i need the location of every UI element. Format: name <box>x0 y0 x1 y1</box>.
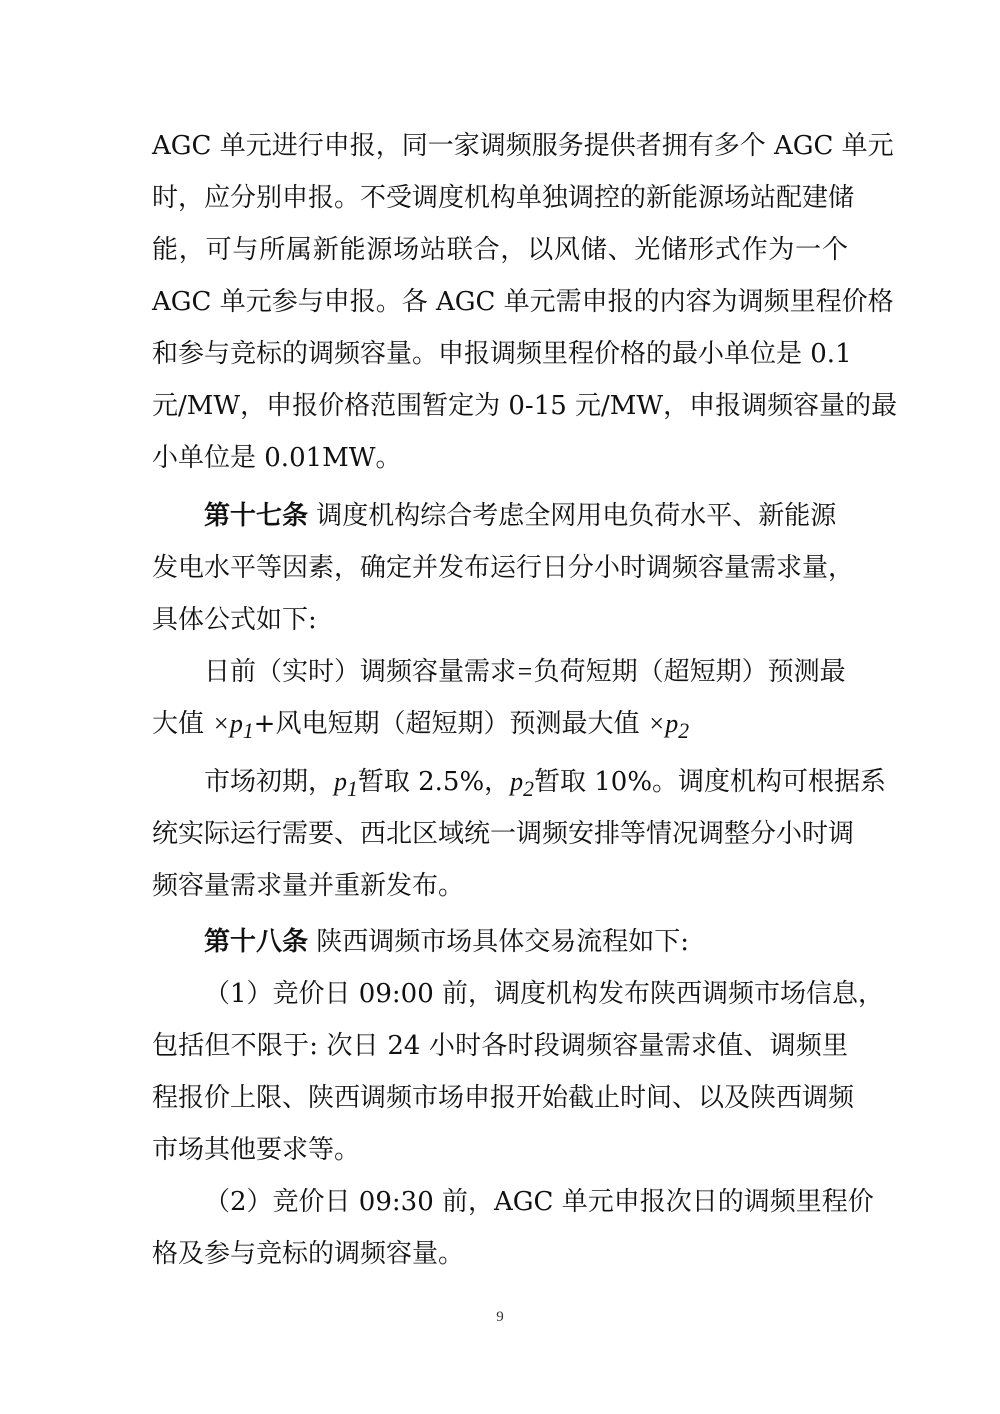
paragraph-line: 能，可与所属新能源场站联合，以风储、光储形式作为一个 <box>152 235 848 265</box>
step-1-line-4: 市场其他要求等。 <box>152 1135 361 1165</box>
p2-subscript: 2 <box>678 719 690 744</box>
formula-line-2 <box>152 704 848 744</box>
article-18-heading: 第十八条 <box>204 927 309 957</box>
page-number: 9 <box>496 1309 504 1325</box>
market-text: 暂取 10%。调度机构可根据系 <box>534 767 887 797</box>
paragraph-line: 时，应分别申报。不受调度机构单独调控的新能源场站配建储 <box>152 183 855 213</box>
p1-symbol: p <box>334 767 348 796</box>
formula-line-1 <box>204 652 848 692</box>
p2-subscript: 2 <box>523 777 534 802</box>
formula-text: +风电短期（超短期）预测最大值 <box>253 709 640 739</box>
step-2-line-1: （2）竞价日 09:30 前，AGC 单元申报次日的调频里程价 <box>204 1187 874 1217</box>
equals-sign: = <box>516 657 534 686</box>
article-17-text: 调度机构综合考虑全网用电负荷水平、新能源 <box>316 501 837 531</box>
market-text: 市场初期， <box>204 767 335 797</box>
times-sign: × <box>647 709 666 738</box>
paragraph-line: AGC 单元参与申报。各 AGC 单元需申报的内容为调频里程价格 <box>152 287 894 317</box>
market-initial-line-3: 频容量需求量并重新发布。 <box>152 871 465 901</box>
step-1-line-2: 包括但不限于: 次日 24 小时各时段调频容量需求值、调频里 <box>152 1031 848 1061</box>
step-1-line-1: （1）竞价日 09:00 前，调度机构发布陕西调频市场信息， <box>204 979 884 1009</box>
p1-subscript: 1 <box>242 719 254 744</box>
article-18-text: 陕西调频市场具体交易流程如下: <box>316 927 690 957</box>
p2-symbol: p <box>510 767 524 796</box>
article-17-line-1 <box>204 496 848 536</box>
article-18-line <box>204 922 848 962</box>
step-2-line-2: 格及参与竞标的调频容量。 <box>152 1239 465 1269</box>
paragraph-line: 小单位是 0.01MW。 <box>152 443 402 473</box>
paragraph-line: 和参与竞标的调频容量。申报调频里程价格的最小单位是 0.1 <box>152 339 852 369</box>
p1-subscript: 1 <box>347 777 358 802</box>
article-17-line-2: 发电水平等因素，确定并发布运行日分小时调频容量需求量， <box>152 553 855 583</box>
p1-symbol: p <box>229 709 243 738</box>
step-1-line-3: 程报价上限、陕西调频市场申报开始截止时间、以及陕西调频 <box>152 1083 855 1113</box>
paragraph-line: AGC 单元进行申报，同一家调频服务提供者拥有多个 AGC 单元 <box>152 131 894 161</box>
market-initial-line-2: 统实际运行需要、西北区域统一调频安排等情况调整分小时调 <box>152 819 855 849</box>
article-17-line-3: 具体公式如下: <box>152 605 317 635</box>
times-sign: × <box>212 709 230 738</box>
formula-text: 日前（实时）调频容量需求 <box>204 657 517 687</box>
paragraph-line: 元/MW，申报价格范围暂定为 0-15 元/MW，申报调频容量的最 <box>152 391 898 421</box>
market-text: 暂取 2.5%， <box>357 767 511 797</box>
formula-text: 负荷短期（超短期）预测最 <box>533 657 846 687</box>
market-initial-line-1 <box>204 762 887 802</box>
p2-symbol: p <box>665 709 679 738</box>
formula-text: 大值 <box>152 709 205 739</box>
article-17-heading: 第十七条 <box>204 501 309 531</box>
